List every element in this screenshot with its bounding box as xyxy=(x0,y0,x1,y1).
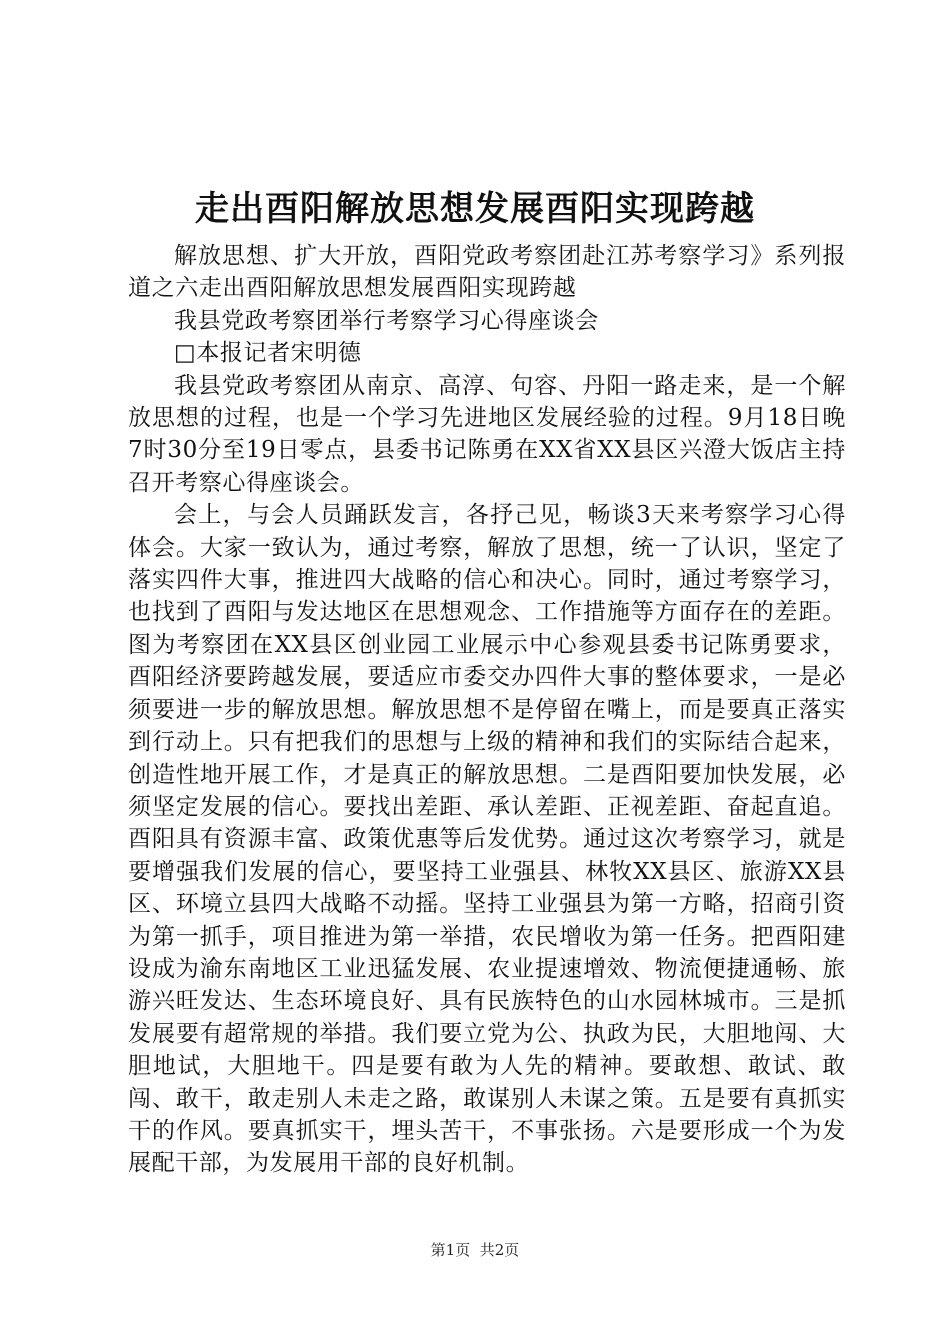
paragraph-byline: □本报记者宋明德 xyxy=(174,340,362,367)
paragraph-main: 会上，与会人员踊跃发言，各抒己见，畅谈3天来考察学习心得体会。大家一致认为，通过考察，解放了思想，统一了认识，坚定了落实四件大事，推进四大战略的信心和决心。同时，通过考察学习，也找到了酉阳与发达地区在思想观念、工作措施等方面存在的差距。图为考察团在XX县区创业园工业展示中心参观县委书记陈勇要求，酉阳经济要跨越发展，要适应市委交办四件大事的整体要求，一是必须要进一步的解放思想。解放思想不是停留在嘴上，而是要真正落实到行动上。只有把我们的思想与上级的精神和我们的实际结合起来，创造性地开展工作，才是真正的解放思想。二是酉阳要加快发展，必须坚定发展的信心。要找出差距、承认差距、正视差距、奋起直追。酉阳具有资源丰富、政策优惠等后发优势。通过这次考察学习，就是要增强我们发展的信心，要坚持工业强县、林牧XX县区、旅游XX县区、环境立县四大战略不动摇。坚持工业强县为第一方略，招商引资为第一抓手，项目推进为第一举措，农民增收为第一任务。把酉阳建设成为渝东南地区工业迅猛发展、农业提速增效、物流便捷通畅、旅游兴旺发达、生态环境良好、具有民族特色的山水园林城市。三是抓发展要有超常规的举措。我们要立党为公、执政为民，大胆地闯、大胆地试，大胆地干。四是要有敢为人先的精神。要敢想、敢试、敢闯、敢干，敢走别人未走之路，敢谋别人未谋之策。五是要有真抓实干的作风。要真抓实干，埋头苦干，不事张扬。六是要形成一个为发展配干部，为发展用干部的良好机制。 xyxy=(128,502,846,1177)
page-total: 共2页 xyxy=(479,1241,520,1259)
page-number: 第1页 xyxy=(430,1241,471,1259)
paragraph-series-intro: 解放思想、扩大开放，酉阳党政考察团赴江苏考察学习》系列报道之六走出酉阳解放思想发展酉阳实现跨越 xyxy=(128,243,846,302)
page-footer xyxy=(0,1240,950,1260)
document-body xyxy=(128,240,846,1180)
document-title: 走出酉阳解放思想发展酉阳实现跨越 xyxy=(195,189,755,229)
paragraph-lead: 我县党政考察团从南京、高淳、句容、丹阳一路走来，是一个解放思想的过程，也是一个学习先进地区发展经验的过程。9月18日晚7时30分至19日零点，县委书记陈勇在XX省XX县区兴澄大饭店主持召开考察心得座谈会。 xyxy=(128,372,846,496)
paragraph-subtitle: 我县党政考察团举行考察学习心得座谈会 xyxy=(174,307,599,334)
